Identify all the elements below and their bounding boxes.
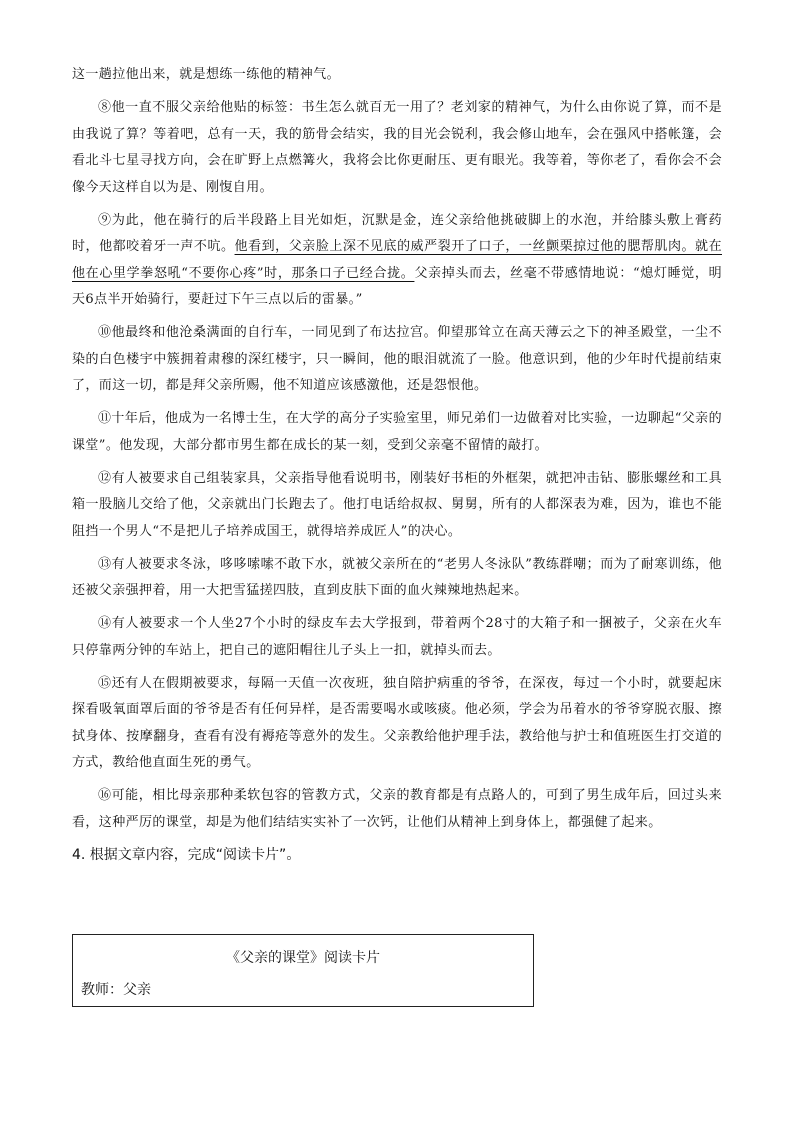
reading-card-teacher-row: 教师：父亲 xyxy=(81,982,151,998)
paragraph-15: ⑮还有人在假期被要求，每隔一天值一次夜班，独自陪护病重的爷爷，在深夜，每过一个小时，就要起床探看吸氧面罩后面的爷爷是否有任何异样，是否需要喝水或咳痰。他必须，学会为吊着水的爷爷穿脱衣服、擦拭身体、按摩翻身，查看有没有褥疮等意外的发生。父亲教给他护理手法，教给他与护士和值班医生打交道的方式，教给他直面生死的勇气。 xyxy=(72,675,722,770)
paragraph-11: ⑪十年后，他成为一名博士生，在大学的高分子实验室里，师兄弟们一边做着对比实验，一边聊起“父亲的课堂”。他发现，大部分都市男生都在成长的某一刻，受到父亲毫不留情的敲打。 xyxy=(72,411,722,453)
paragraph-10: ⑩他最终和他沧桑满面的自行车，一同见到了布达拉宫。仰望那耸立在高天薄云之下的神圣殿堂，一尘不染的白色楼宇中簇拥着肃穆的深红楼宇，只一瞬间，他的眼泪就流了一脸。他意识到，他的少年时代提前结束了，而这一切，都是拜父亲所赐，他不知道应该感激他，还是怨恨他。 xyxy=(72,325,722,393)
article-body xyxy=(72,62,722,871)
paragraph-continuation: 这一趟拉他出来，就是想练一练他的精神气。 xyxy=(72,67,341,82)
reading-card-title: 《父亲的课堂》阅读卡片 xyxy=(226,950,380,966)
paragraph-8: ⑧他一直不服父亲给他贴的标签：书生怎么就百无一用了？老刘家的精神气，为什么由你说了算，而不是由我说了算？等着吧，总有一天，我的筋骨会结实，我的目光会锐利，我会修山地车，会在强风中搭帐篷，会看北斗七星寻找方向，会在旷野上点燃篝火，我将会比你更耐压、更有眼光。我等着，等你老了，看你会不会像今天这样自以为是、刚愎自用。 xyxy=(72,100,722,195)
question-4: 4. 根据文章内容，完成“阅读卡片”。 xyxy=(72,846,301,863)
paragraph-9-intro: ⑨为此，他在骑行的后半段路上目光如炬，沉默是金，连父亲给他挑破脚上的水泡，并给膝头敷上膏药时，他都咬着牙一声不吭。 xyxy=(72,212,722,254)
underlined-sentence: 他看到，父亲脸上深不见底的威严裂开了口子，一丝颤栗掠过他的腮帮肌肉。就在他在心里学拳怒吼“不要你心疼”时，那条口子已经合拢。 xyxy=(72,239,722,281)
paragraph-12: ⑫有人被要求自己组装家具，父亲指导他看说明书，刚装好书柜的外框架，就把冲击钻、膨胀螺丝和工具箱一股脑儿交给了他，父亲就出门长跑去了。他打电话给叔叔、舅舅，所有的人都深表为难，因为，谁也不能阻挡一个男人“不是把儿子培养成国王，就得培养成匠人”的决心。 xyxy=(72,470,722,539)
paragraph-9-end: 父亲掉头而去，丝毫不带感情地说：“熄灯睡觉，明天6点半开始骑行，要赶过下午三点以后的雷暴。” xyxy=(72,265,722,307)
paragraph-13: ⑬有人被要求冬泳，哆哆嗦嗦不敢下水，就被父亲所在的“老男人冬泳队”教练群嘲；而为了耐寒训练，他还被父亲强押着，用一大把雪猛搓四肢，直到皮肤下面的血火辣辣地热起来。 xyxy=(72,556,722,598)
reading-card xyxy=(72,934,534,1007)
paragraph-14: ⑭有人被要求一个人坐27个小时的绿皮车去大学报到，带着两个28寸的大箱子和一捆被子，父亲在火车只停靠两分钟的车站上，把自己的遮阳帽往儿子头上一扣，就掉头而去。 xyxy=(72,616,722,658)
paragraph-16: ⑯可能，相比母亲那种柔软包容的管教方式，父亲的教育都是有点路人的，可到了男生成年后，回过头来看，这种严厉的课堂，却是为他们结结实实补了一次钙，让他们从精神上到身体上，都强健了起来。 xyxy=(72,788,722,830)
paragraph-9 xyxy=(72,208,722,314)
